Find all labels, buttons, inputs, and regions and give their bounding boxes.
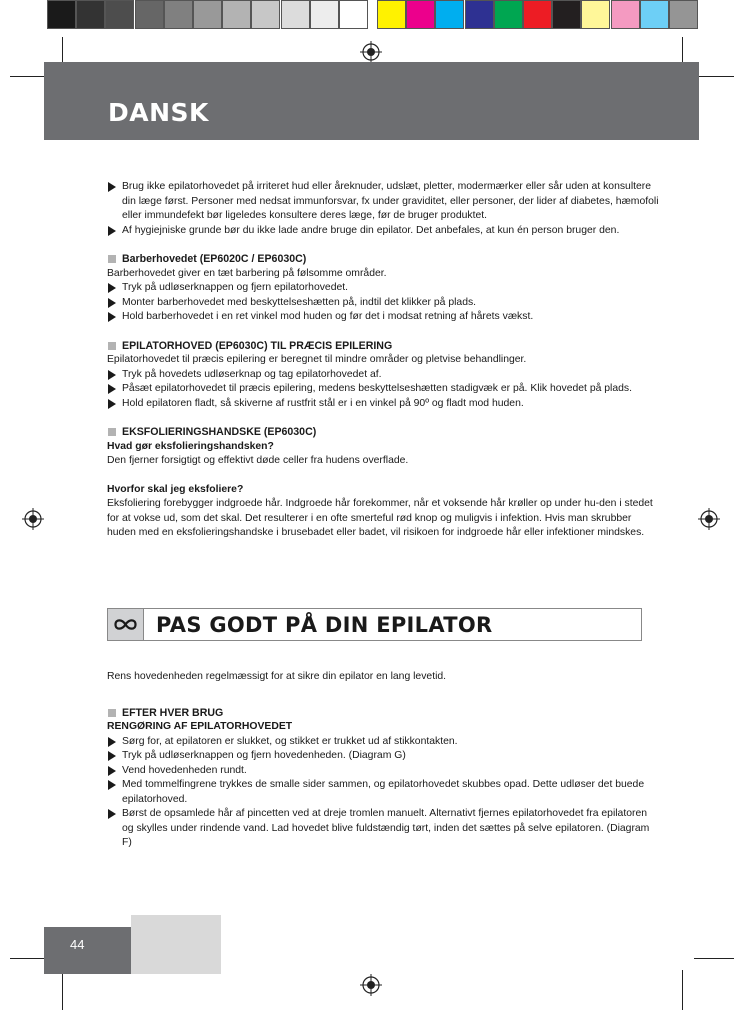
section-subheading: RENGØRING AF EPILATORHOVEDET (107, 721, 293, 732)
color-swatch (135, 0, 164, 29)
crop-mark (694, 958, 734, 959)
list-item: Hold epilatoren fladt, så skiverne af rustfrit stål er i en vinkel på 90º og fladt mod huden. (107, 397, 660, 412)
color-swatch (339, 0, 368, 29)
infinity-icon (108, 609, 144, 640)
list-item: Brug ikke epilatorhovedet på irriteret hud eller åreknuder, udslæt, pletter, modermærker eller sår uden at konsultere din læge først. Personer med nedsat immunforsvar, fx under graviditet, eller personer, der lider af diabetes, hæmofoli eller immundefekt bør ligeledes konsultere deres læge, før de bruger produktet. (107, 180, 660, 224)
section-intro: Rens hovedenheden regelmæssigt for at sikre din epilator en lang levetid. (107, 671, 447, 682)
color-swatch (494, 0, 523, 29)
list-item: Påsæt epilatorhovedet til præcis epilering, medens beskyttelseshætten stadigvæk er på. Klik hovedet på plads. (107, 382, 660, 397)
question-heading: Hvorfor skal jeg eksfoliere? (107, 483, 244, 495)
color-swatch (222, 0, 251, 29)
section-heading: Barberhovedet (EP6020C / EP6030C) (107, 252, 660, 267)
registration-mark-icon (22, 508, 44, 530)
answer-text: Den fjerner forsigtigt og effektivt døde celler fra hudens overflade. (107, 455, 409, 466)
list-item: Af hygiejniske grunde bør du ikke lade andre bruge din epilator. Det anbefales, at kun én person bruger den. (107, 224, 660, 239)
question-heading: Hvad gør eksfolieringshandsken? (107, 440, 274, 452)
list-item: Tryk på udløserknappen og fjern epilatorhovedet. (107, 281, 660, 296)
section-title-box (107, 608, 642, 641)
list-item: Hold barberhovedet i en ret vinkel mod huden og før det i modsat retning af hårets vækst. (107, 310, 660, 325)
section-description: Barberhovedet giver en tæt barbering på følsomme områder. (107, 267, 387, 279)
list-item: Børst de opsamlede hår af pincetten ved at dreje tromlen manuelt. Alternativt fjernes epilatorhovedet fra epilatoren og skylles under rindende vand. Lad hovedet blive fuldstændig tørt, inden det sættes på selve epilatoren. (Diagram F) (107, 807, 660, 851)
page-number-box (44, 927, 131, 974)
color-swatch (377, 0, 406, 29)
crop-mark (62, 970, 63, 1010)
color-swatch (640, 0, 669, 29)
crop-mark (682, 970, 683, 1010)
care-content (107, 670, 660, 851)
list-item: Vend hovedenheden rundt. (107, 764, 660, 779)
crop-mark (694, 76, 734, 77)
registration-mark-icon (698, 508, 720, 530)
color-swatch (523, 0, 552, 29)
list-item: Tryk på udløserknappen og fjern hovedenheden. (Diagram G) (107, 749, 660, 764)
section-heading: EKSFOLIERINGSHANDSKE (EP6030C) (107, 425, 660, 440)
page-title: DANSK (108, 98, 209, 127)
color-swatch (406, 0, 435, 29)
section-title: PAS GODT PÅ DIN EPILATOR (156, 613, 493, 637)
list-item: Sørg for, at epilatoren er slukket, og stikket er trukket ud af stikkontakten. (107, 735, 660, 750)
list-item: Med tommelfingrene trykkes de smalle sider sammen, og epilatorhovedet skubbes opad. Dette udløser det buede epilatorhoved. (107, 778, 660, 807)
color-swatch (310, 0, 339, 29)
registration-mark-icon (360, 41, 382, 63)
answer-text: Eksfoliering forebygger indgroede hår. Indgroede hår forekommer, når et voksende hår krøller op under hu-den i stedet for at vokse ud, som det skal. Det resulterer i en ofte smerteful rød knop og muligvis i infektion. Hvis man skrubber huden med en eksfolieringshandske i brusebadet eller badet, vil risikoen for indgroede hår eller infektioner mindskes. (107, 498, 653, 538)
section-heading: EPILATORHOVED (EP6030C) TIL PRÆCIS EPILERING (107, 339, 660, 354)
main-content (107, 180, 660, 541)
color-swatch (669, 0, 698, 29)
registration-mark-icon (360, 974, 382, 996)
color-swatch (47, 0, 76, 29)
color-swatch (552, 0, 581, 29)
section-heading: EFTER HVER BRUG (107, 706, 660, 721)
color-swatch (105, 0, 134, 29)
color-swatch (164, 0, 193, 29)
color-swatch (281, 0, 310, 29)
color-swatch (435, 0, 464, 29)
list-item: Monter barberhovedet med beskyttelseshætten på, indtil det klikker på plads. (107, 296, 660, 311)
list-item: Tryk på hovedets udløserknap og tag epilatorhovedet af. (107, 368, 660, 383)
color-swatch (611, 0, 640, 29)
page-number: 44 (70, 937, 85, 952)
section-description: Epilatorhovedet til præcis epilering er beregnet til mindre områder og pletvise behandlinger. (107, 354, 527, 365)
color-swatch (193, 0, 222, 29)
color-swatch (76, 0, 105, 29)
footer-gray-block (131, 915, 221, 974)
color-swatch (581, 0, 610, 29)
color-swatch (251, 0, 280, 29)
color-swatch (465, 0, 494, 29)
